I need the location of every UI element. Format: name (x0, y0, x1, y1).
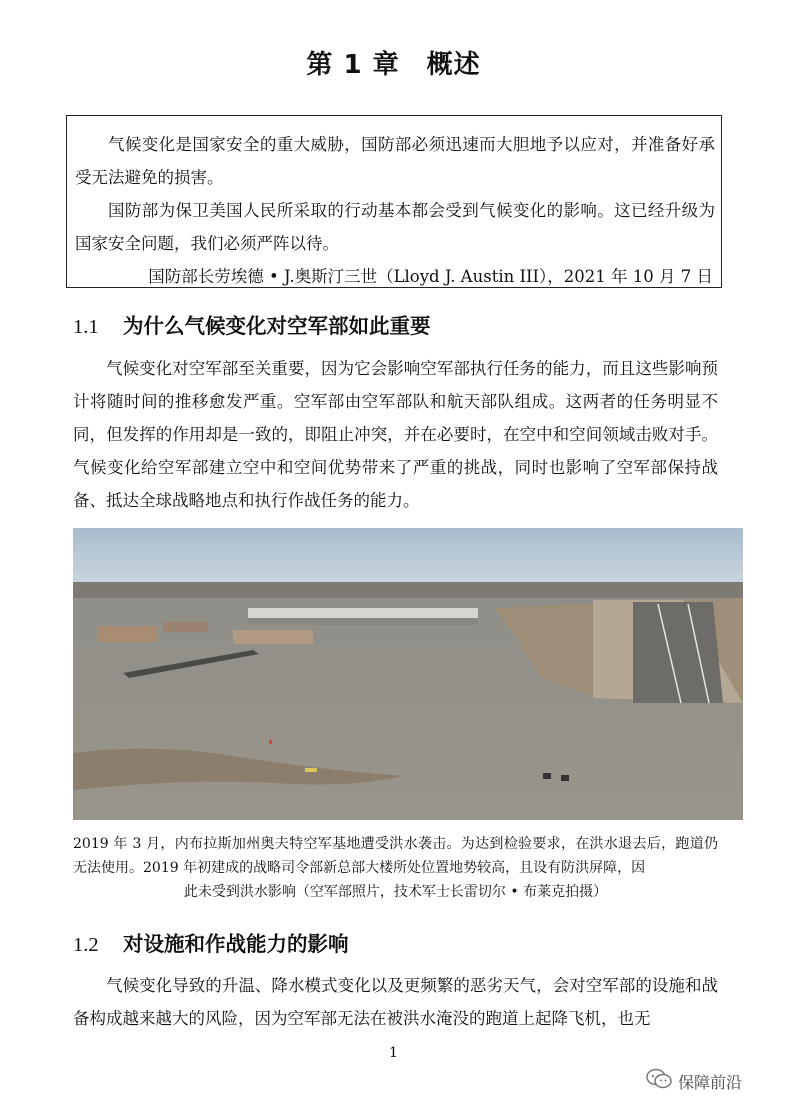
flooded-airbase-photo (73, 528, 743, 820)
section-1-1-body: 气候变化对空军部至关重要，因为它会影响空军部执行任务的能力，而且这些影响预计将随时间的推移愈发严重。空军部由空军部队和航天部队组成。这两者的任务明显不同，但发挥的作用却是一致的，即阻止冲突，并在必要时，在空中和空间领域击败对手。气候变化给空军部建立空中和空间优势带来了严重的挑战，同时也影响了空军部保持战备、抵达全球战略地点和执行作战任务的能力。 (73, 359, 718, 510)
figure-caption (73, 832, 718, 904)
section-1-2-body: 气候变化导致的升温、降水模式变化以及更频繁的恶劣天气，会对空军部的设施和战备构成越来越大的风险，因为空军部无法在被洪水淹没的跑道上起降飞机，也无 (73, 976, 718, 1028)
wechat-icon (646, 1068, 672, 1094)
caption-line-2: 此未受到洪水影响（空军部照片，技术军士长雷切尔 • 布莱克拍摄） (183, 884, 608, 900)
quote-attribution: 国防部长劳埃德 • J.奥斯汀三世（Lloyd J. Austin III），2021 年 10 月 7 日 (148, 267, 713, 286)
section-heading-1-1 (73, 309, 431, 339)
section-title: 为什么气候变化对空军部如此重要 (123, 314, 431, 338)
quote-paragraph-2: 国防部为保卫美国人民所采取的行动基本都会受到气候变化的影响。这已经升级为国家安全问题，我们必须严阵以待。 (75, 201, 715, 253)
page-number: 1 (389, 1045, 398, 1061)
section-number: 1.1 (73, 316, 99, 338)
watermark-text: 保障前沿 (678, 1072, 743, 1092)
chapter-title: 第 1 章 概述 (306, 50, 481, 80)
quote-paragraph-1: 气候变化是国家安全的重大威胁，国防部必须迅速而大胆地予以应对，并准备好承受无法避免的损害。 (75, 135, 715, 187)
caption-line-1: 2019 年 3 月，内布拉斯加州奥夫特空军基地遭受洪水袭击。为达到检验要求，在洪水退去后，跑道仍无法使用。2019 年初建成的战略司令部新总部大楼所处位置地势较高，且设有防洪屏障，因 (73, 836, 718, 876)
section-number: 1.2 (73, 934, 99, 956)
epigraph-quote-box (66, 115, 722, 288)
watermark (646, 1068, 742, 1094)
section-heading-1-2 (73, 927, 349, 957)
section-title: 对设施和作战能力的影响 (123, 932, 349, 956)
